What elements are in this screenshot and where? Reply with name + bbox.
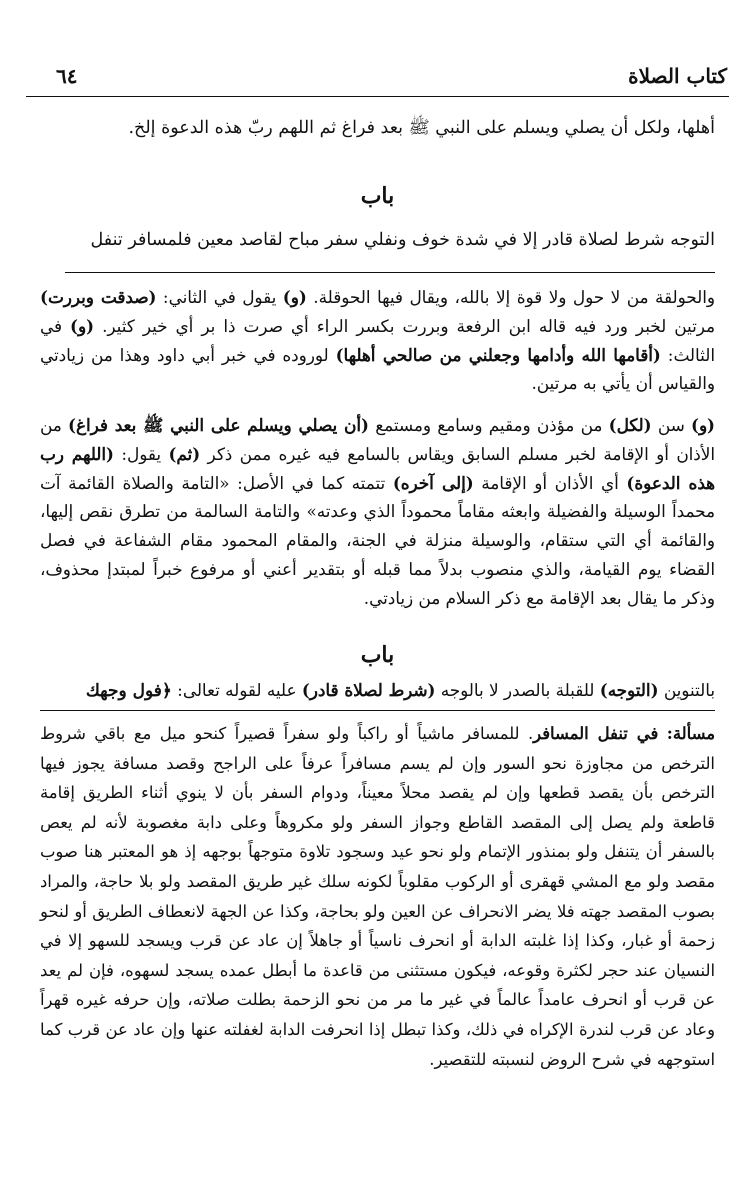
footnote-divider	[40, 710, 715, 711]
text-run: من الأذان أو الإقامة لخبر مسلم السابق ويقاس بالسامع فيه غيره ممن ذكر	[40, 415, 716, 464]
text-run: يقول:	[113, 443, 169, 464]
matn-quote: (اللهم رب هذه الدعوة)	[40, 443, 716, 493]
sharh-paragraph-1	[40, 283, 715, 398]
matn-quote: (أقامها الله وأدامها وجعلني من صالحي أهلها)	[335, 344, 661, 365]
matn-quote: (و)	[691, 415, 715, 435]
text-run: لوروده في خبر أبي داود وهذا من زيادتي والقياس أن يأتي به مرتين.	[40, 344, 715, 394]
quran-quote: ﴿فول وجهك	[85, 681, 172, 701]
matn-quote: (لكل)	[608, 415, 652, 435]
text-run: للقبلة بالصدر لا بالوجه	[435, 680, 600, 700]
chapter-heading-2: باب	[360, 642, 395, 668]
matn-quote: (و)	[70, 315, 95, 336]
issue-label: مسألة:	[666, 724, 716, 743]
matn-quote: (إلى آخره)	[392, 472, 474, 493]
matn-quote: (صدقت وبررت)	[40, 287, 157, 307]
text-run: من مؤذن ومقيم وسامع ومستمع	[368, 415, 609, 435]
matn-quote: (ثم)	[168, 443, 201, 464]
text-run: مرتين لخبر ورد فيه قاله ابن الرفعة وبررت بكسر الراء أي صرت ذا بر أي خير كثير.	[94, 315, 715, 336]
issue-title: في تنفل المسافر	[533, 724, 659, 743]
hashiya-text: . للمسافر ماشياً أو راكباً ولو سفراً قصيراً كنحو ميل مع باقي شروط الترخص من مجاوزة نحو السور وإن لم يسم مسافراً عرفاً على الراجح وقصد مسافة يجوز فيها الترخص بأن يقصد قطعها وإن لم يقصد محلاً معيناً، ودوام السفر بأن لا ينوي أثناء الطريق إقامة قاطعة ولم يصل إلى المقصد القاطع وجواز السفر ولو مكروهاً وعلى دابة مغصوبة لأنه لم يعص بالسفر أن يتنفل ولو بمنذور الإتمام ولو نحو عيد وسجود تلاوة متوجهاً بوجهه إذ هو المعتبر هنا صوب مقصد ولو مع المشي قهقرى أو الركوب مقلوباً لكونه سلك غير طريق المقصد ولو بلا حاجة، والمراد بصوب المقصد جهته فلا يضر الانحراف عن العين ولو بحاجة، وكذا عن الجهة لانعطاف الطريق أو لنحو زحمة أو غبار، وكذا إذا غلبته الدابة أو انحرف ناسياً أو جاهلاً إن عاد عن قرب ويسجد للسهو إلا في النسيان عند حجر لكثرة وقوعه، فيكون مستثنى من قاعدة ما أبطل عمده يسجد لسهوه، فإن لم يعد عن قرب أو انحرف عامداً عالماً في غير ما مر من نحو الزحمة بطلت صلاته، وإن حرفه غيره قهراً وعاد عن قرب لندرة الإكراه في ذلك، وكذا تبطل إذا انحرفت الدابة لغفلته عنها وإن عاد عن قرب كما استوجهه في شرح الروض لنسبته للتقصير.	[40, 724, 715, 1069]
matn-quote: (أن يصلي ويسلم على النبي ﷺ بعد فراغ)	[68, 415, 369, 435]
matn-quote: (التوجه)	[599, 680, 659, 700]
matn-quote: (و)	[282, 287, 307, 307]
page-header	[26, 62, 729, 97]
hashiya-paragraph	[40, 719, 715, 1074]
top-matn-line: أهلها، ولكل أن يصلي ويسلم على النبي ﷺ بعد فراغ ثم اللهم ربّ هذه الدعوة إلخ.	[128, 118, 715, 138]
text-run: يقول في الثاني:	[156, 287, 283, 307]
running-title: كتاب الصلاة	[628, 64, 727, 88]
matn-quote: (شرط لصلاة قادر)	[301, 680, 436, 700]
sharh-paragraph-2	[40, 411, 715, 613]
chapter-2-line	[40, 676, 715, 706]
page-number: ٦٤	[56, 64, 78, 88]
text-run: أي الأذان أو الإقامة	[473, 472, 627, 493]
chapter-heading-1: باب	[360, 183, 395, 209]
text-run: في الثالث:	[40, 315, 715, 365]
chapter-1-matn: التوجه شرط لصلاة قادر إلا في شدة خوف ونفلي سفر مباح لقاصد معين فلمسافر تنفل	[90, 230, 715, 250]
section-divider-1	[65, 272, 715, 273]
text-run: عليه لقوله تعالى:	[171, 680, 302, 700]
text-run: والحولقة من لا حول ولا قوة إلا بالله، ويقال فيها الحوقلة.	[306, 287, 716, 307]
text-run: تتمته كما في الأصل: «التامة والصلاة القائمة آت محمداً الوسيلة والفضيلة وابعثه مقاماً محموداً الذي وعدته» والتامة السالمة من تطرق نقص إليها، والقائمة أي التي ستقام، والوسيلة منزلة في الجنة، والمقام المحمود مقام الشفاعة في فصل القضاء يوم القيامة، والذي منصوب بدلاً مما قبله أو بتقدير أعني أو مرفوع خبراً لمبتدإ محذوف، وذكر ما يقال بعد الإقامة مع ذكر السلام من زيادتي.	[40, 472, 715, 608]
text-run: سن	[651, 415, 692, 435]
text-run: بالتنوين	[658, 680, 715, 700]
